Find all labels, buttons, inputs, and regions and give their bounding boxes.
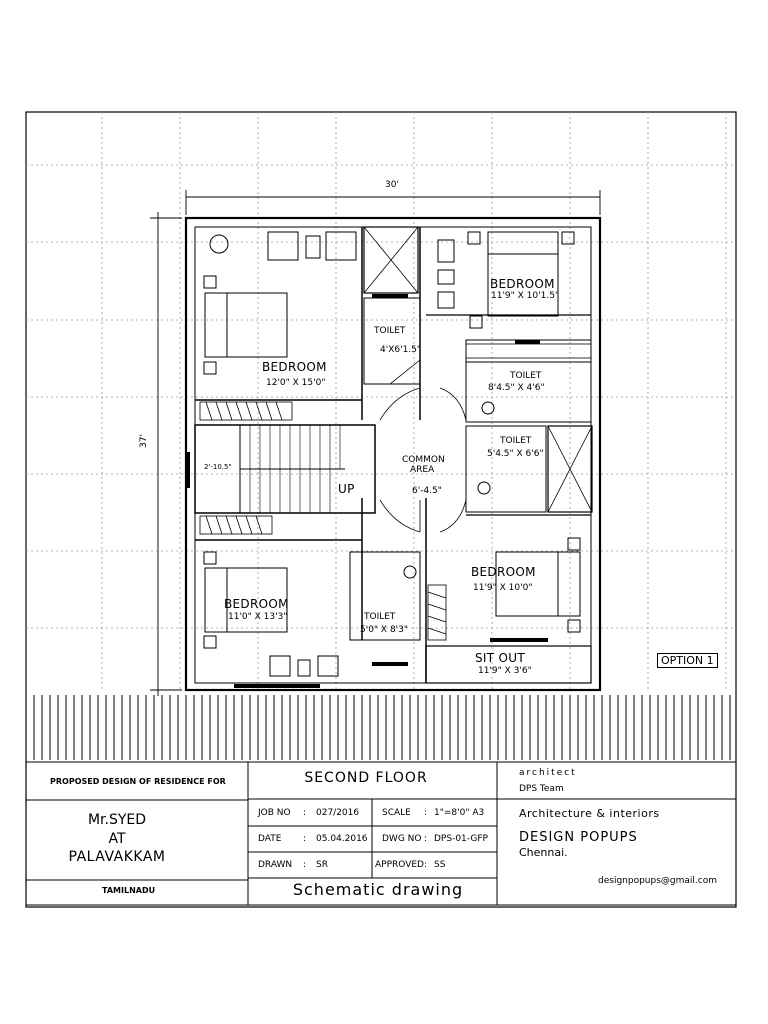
common-area-label-2: AREA (410, 465, 435, 475)
dwg-no-value: DPS-01-GFP (434, 834, 488, 844)
drawn-value: SR (316, 860, 328, 870)
firm-name: DESIGN POPUPS (519, 830, 638, 845)
proposed-for-text: PROPOSED DESIGN OF RESIDENCE FOR (50, 777, 226, 786)
toilet-upper-mid-size: 4'X6'1.5" (380, 345, 422, 355)
overall-width-dimension: 30' (385, 180, 399, 190)
stair-up-label: UP (338, 482, 355, 496)
bedroom-nw-size: 12'0" X 15'0" (266, 378, 326, 388)
job-no-value: 027/2016 (316, 808, 360, 818)
overall-depth-dimension: 37' (139, 434, 149, 448)
date-label: DATE (258, 834, 282, 844)
bedroom-sw-label: BEDROOM (224, 597, 289, 611)
date-colon: : (303, 834, 307, 844)
drawing-type: Schematic drawing (292, 880, 464, 899)
architect-label: architect (519, 768, 577, 778)
sheet-title: SECOND FLOOR (304, 770, 428, 786)
toilet-e2-size: 5'4.5" X 6'6" (487, 449, 544, 459)
common-area-width: 6'-4.5" (412, 486, 442, 496)
sit-out-label: SIT OUT (475, 651, 525, 665)
client-at: AT (108, 831, 126, 847)
approved-value: SS (434, 860, 446, 870)
toilet-lower-label: TOILET (364, 612, 396, 622)
dwg-no-label: DWG NO (382, 834, 422, 844)
bedroom-ne-label: BEDROOM (490, 277, 555, 291)
scale-colon: : (424, 808, 428, 818)
approved-label: APPROVED (375, 860, 424, 870)
toilet-upper-mid-label: TOILET (374, 326, 406, 336)
firm-city: Chennai. (519, 846, 568, 859)
sit-out-size: 11'9" X 3'6" (478, 666, 532, 676)
bedroom-sw-size: 11'0" X 13'3" (228, 612, 288, 622)
common-area-label-1: COMMON (402, 455, 445, 465)
bedroom-se-label: BEDROOM (471, 565, 536, 579)
toilet-e1-size: 8'4.5" X 4'6" (488, 383, 545, 393)
dwg-no-colon: : (424, 834, 428, 844)
bedroom-se-size: 11'9" X 10'0" (473, 583, 533, 593)
state-text: TAMILNADU (102, 886, 156, 895)
drawn-colon: : (303, 860, 307, 870)
option-label: OPTION 1 (657, 653, 718, 668)
job-no-label: JOB NO (258, 808, 291, 818)
toilet-e2-label: TOILET (500, 436, 532, 446)
scale-value: 1"=8'0" A3 (434, 808, 485, 818)
bedroom-nw-label: BEDROOM (262, 360, 327, 374)
toilet-lower-size: 5'0" X 8'3" (360, 625, 409, 635)
client-name: Mr.SYED (87, 812, 147, 828)
job-no-colon: : (303, 808, 307, 818)
date-value: 05.04.2016 (316, 834, 368, 844)
firm-email: designpopups@gmail.com (598, 876, 717, 886)
scale-label: SCALE (382, 808, 411, 818)
toilet-e1-label: TOILET (510, 371, 542, 381)
firm-tagline: Architecture & interiors (519, 807, 660, 820)
client-location: PALAVAKKAM (68, 849, 166, 865)
stair-landing-dimension: 2'-10.5" (204, 463, 232, 471)
team-name: DPS Team (519, 784, 564, 794)
approved-colon: : (424, 860, 428, 870)
drawn-label: DRAWN (258, 860, 293, 870)
bedroom-ne-size: 11'9" X 10'1.5" (491, 291, 560, 301)
